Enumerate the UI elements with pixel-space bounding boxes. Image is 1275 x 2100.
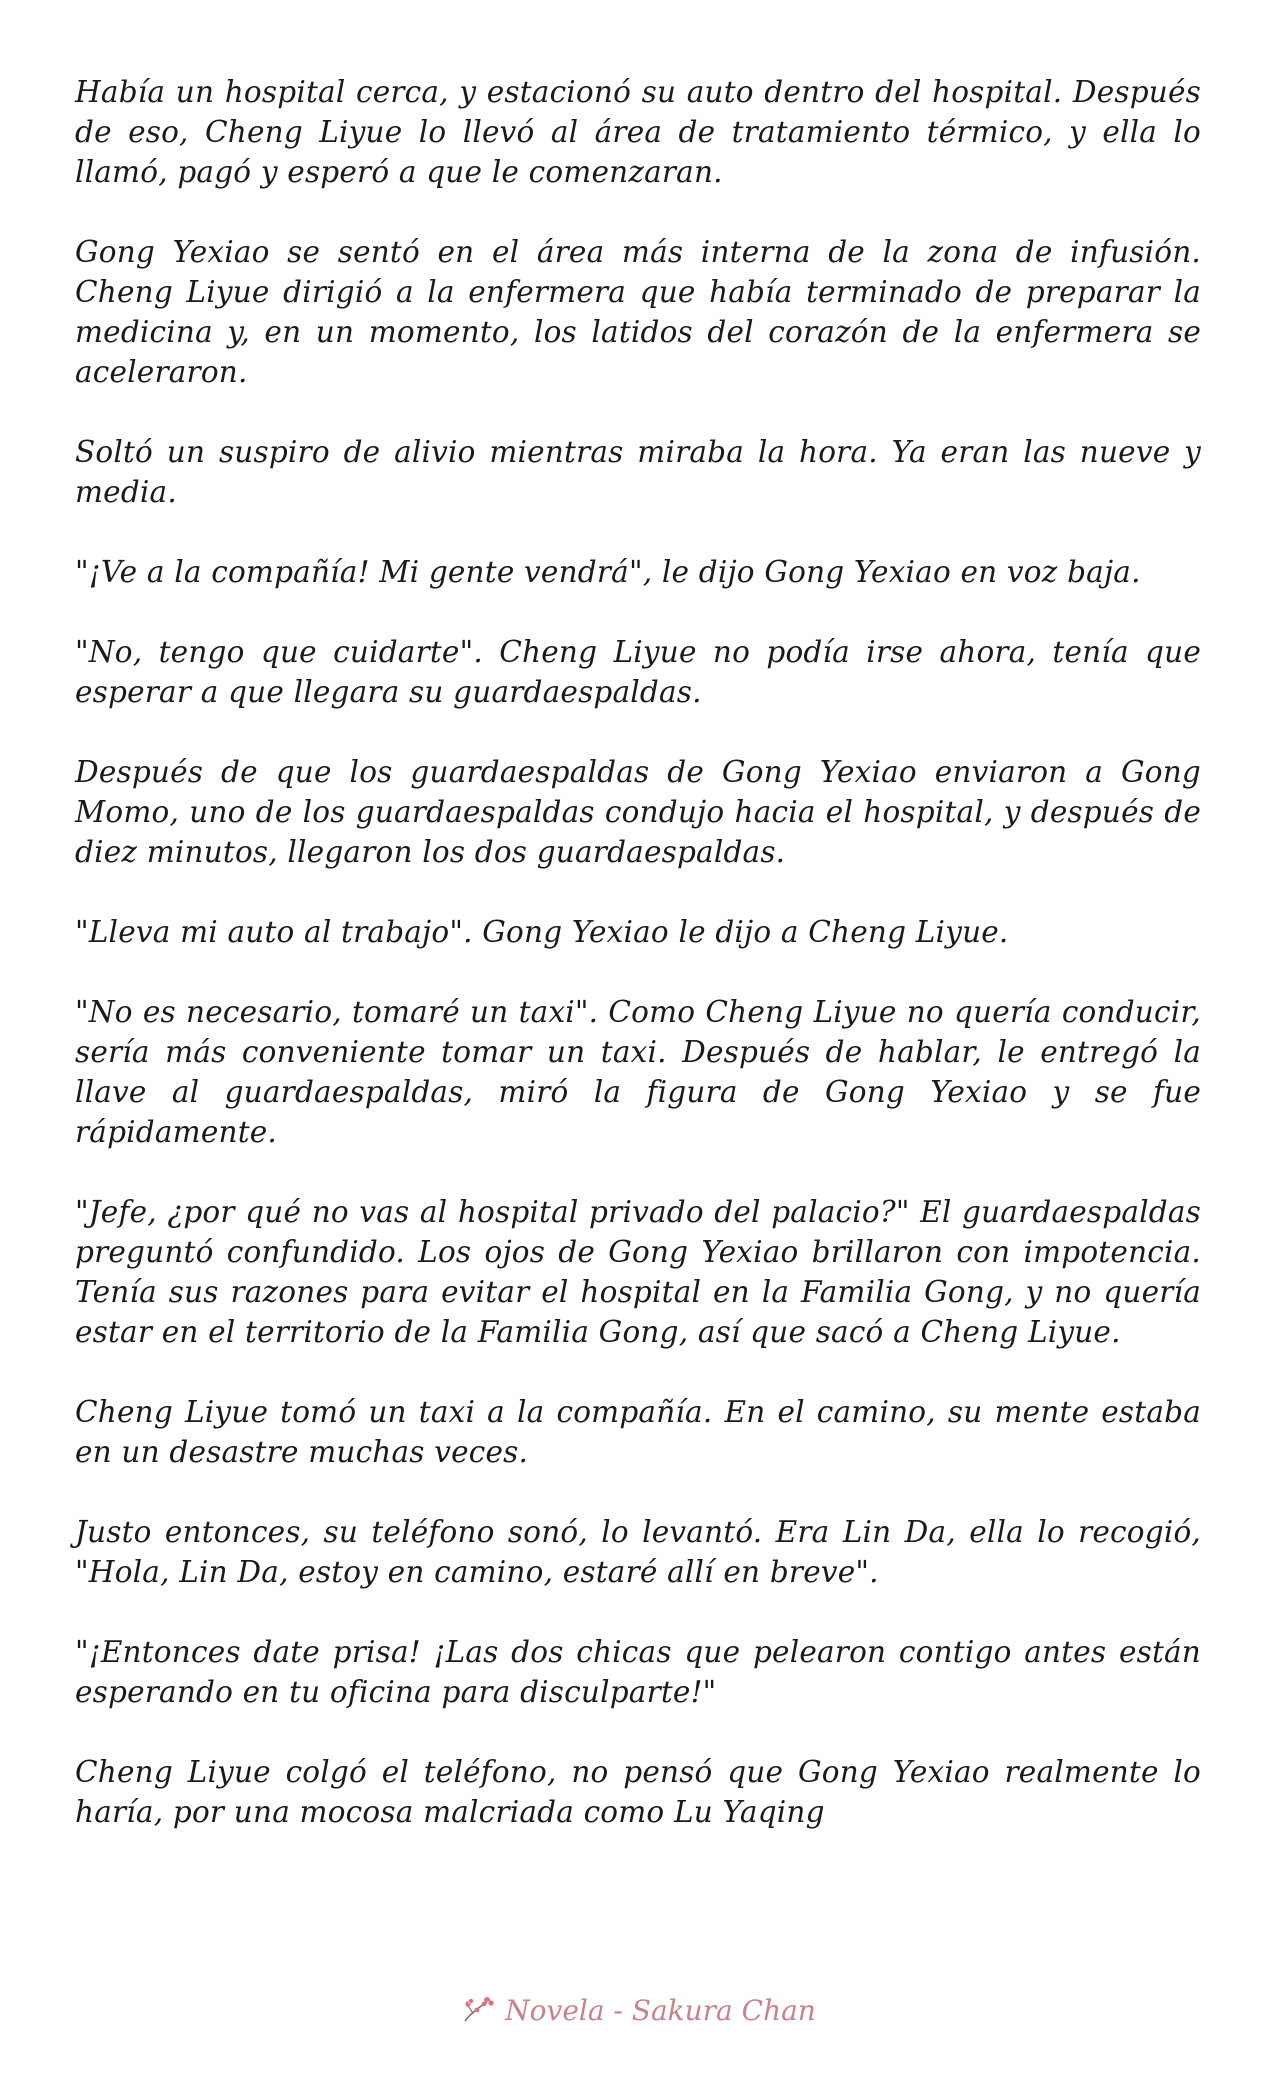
- paragraph-13: Cheng Liyue colgó el teléfono, no pensó que Gong Yexiao realmente lo haría, por una mocosa malcriada como Lu Yaqing: [75, 1755, 1201, 1829]
- paragraph-3: Soltó un suspiro de alivio mientras miraba la hora. Ya eran las nueve y media.: [75, 435, 1201, 509]
- paragraph-7: "Lleva mi auto al trabajo". Gong Yexiao le dijo a Cheng Liyue.: [75, 915, 1009, 949]
- paragraph-8: "No es necesario, tomaré un taxi". Como Cheng Liyue no quería conducir, sería más conveniente tomar un taxi. Después de hablar, le entregó la llave al guardaespaldas, miró la figura de Gong Yexiao y se fue rápidamente.: [75, 995, 1201, 1149]
- paragraph-9: "Jefe, ¿por qué no vas al hospital privado del palacio?" El guardaespaldas preguntó confundido. Los ojos de Gong Yexiao brillaron con impotencia. Tenía sus razones para evitar el hospital en la Familia Gong, y no quería estar en el territorio de la Familia Gong, así que sacó a Cheng Liyue.: [75, 1195, 1201, 1349]
- paragraph-5: "No, tengo que cuidarte". Cheng Liyue no podía irse ahora, tenía que esperar a que llegara su guardaespaldas.: [75, 635, 1201, 709]
- paragraph-6: Después de que los guardaespaldas de Gong Yexiao enviaron a Gong Momo, uno de los guardaespaldas condujo hacia el hospital, y después de diez minutos, llegaron los dos guardaespaldas.: [75, 755, 1201, 869]
- paragraph-10: Cheng Liyue tomó un taxi a la compañía. En el camino, su mente estaba en un desastre muchas veces.: [75, 1395, 1201, 1469]
- cherry-blossom-icon: [459, 1991, 497, 2029]
- paragraph-11: Justo entonces, su teléfono sonó, lo levantó. Era Lin Da, ella lo recogió, "Hola, Lin Da, estoy en camino, estaré allí en breve".: [75, 1515, 1201, 1589]
- document-body: [75, 72, 1201, 1872]
- footer-credit: Novela - Sakura Chan: [505, 1993, 816, 2027]
- footer-watermark: [0, 1985, 1275, 2035]
- paragraph-12: "¡Entonces date prisa! ¡Las dos chicas que pelearon contigo antes están esperando en tu oficina para disculparte!": [75, 1635, 1201, 1709]
- paragraph-2: Gong Yexiao se sentó en el área más interna de la zona de infusión. Cheng Liyue dirigió a la enfermera que había terminado de preparar la medicina y, en un momento, los latidos del corazón de la enfermera se aceleraron.: [75, 235, 1201, 389]
- paragraph-4: "¡Ve a la compañía! Mi gente vendrá", le dijo Gong Yexiao en voz baja.: [75, 555, 1141, 589]
- paragraph-1: Había un hospital cerca, y estacionó su auto dentro del hospital. Después de eso, Cheng Liyue lo llevó al área de tratamiento térmico, y ella lo llamó, pagó y esperó a que le comenzaran.: [75, 75, 1201, 189]
